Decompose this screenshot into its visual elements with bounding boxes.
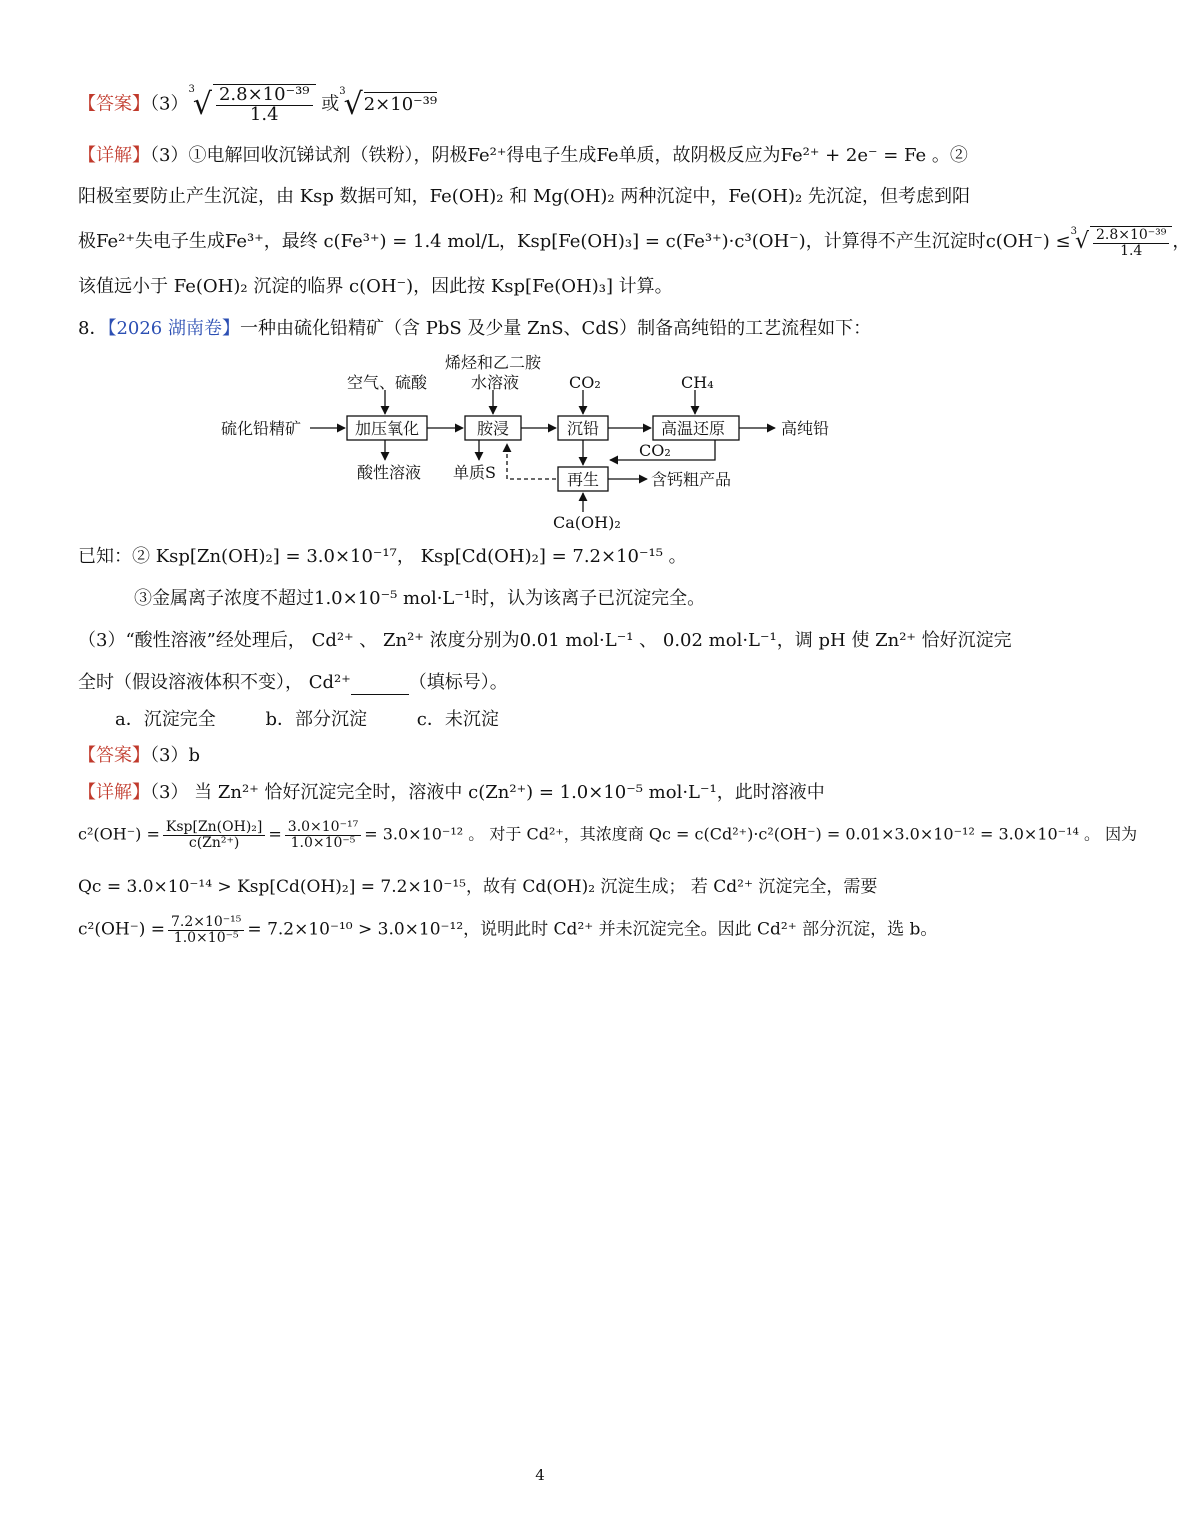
detail-text-1: （3）①电解回收沉锑试剂（铁粉），阴极Fe²⁺得电子生成Fe单质，故阴极反应为Fe²⁺ + 2e⁻ = Fe 。② [150, 145, 968, 166]
input-calcium-hydroxide: Ca(OH)₂ [553, 513, 621, 532]
detail-text-2: = 3.0×10⁻¹² 。 对于 Cd²⁺，其浓度商 Qc = c(Cd²⁺)·c²(OH⁻) = 0.01×3.0×10⁻¹² = 3.0×10⁻¹⁴ 。 因为 [364, 824, 1138, 844]
known-2: ② Ksp[Zn(OH)₂] = 3.0×10⁻¹⁷， Ksp[Cd(OH)₂] = 7.2×10⁻¹⁵ 。 [132, 546, 687, 567]
q8-detail-line3: Qc = 3.0×10⁻¹⁴ > Ksp[Cd(OH)₂] = 7.2×10⁻¹⁵，故有 Cd(OH)₂ 沉淀生成； 若 Cd²⁺ 沉淀完全，需要 [78, 877, 878, 897]
detail-text-4: = 7.2×10⁻¹⁰ > 3.0×10⁻¹²，说明此时 Cd²⁺ 并未沉淀完全。因此 Cd²⁺ 部分沉淀，选 b。 [247, 919, 938, 940]
q3-line1: （3）“酸性溶液”经处理后， Cd²⁺ 、 Zn²⁺ 浓度分别为0.01 mol·L⁻¹ 、 0.02 mol·L⁻¹，调 pH 使 Zn²⁺ 恰好沉淀完 [78, 630, 1012, 651]
q8-answer-line [78, 745, 200, 768]
input-air-acid: 空气、硫酸 [347, 373, 428, 392]
option-c: c．未沉淀 [416, 709, 499, 730]
cube-root-alt: 3 √ 2×10⁻³⁹ [339, 85, 438, 122]
question-stem: 一种由硫化铅精矿（含 PbS 及少量 ZnS、CdS）制备高纯铅的工艺流程如下： [239, 318, 872, 339]
q3-line2 [78, 672, 508, 695]
q7-detail-line2: 阳极室要防止产生沉淀，由 Ksp 数据可知，Fe(OH)₂ 和 Mg(OH)₂ 两种沉淀中，Fe(OH)₂ 先沉淀，但考虑到阳 [78, 186, 970, 207]
process-flow-diagram [215, 350, 845, 538]
frac-denominator: 1.4 [1120, 242, 1143, 259]
q8-stem-line [78, 318, 871, 341]
step-lead-precipitation: 沉铅 [567, 419, 600, 438]
detail-text-1: （3） 当 Zn²⁺ 恰好沉淀完全时，溶液中 c(Zn²⁺) = 1.0×10⁻⁵ mol·L⁻¹，此时溶液中 [150, 782, 825, 803]
cube-root-small: 3 √ $\frac{\text{2.8×10⁻³⁹}}{1.4}$ [1071, 226, 1173, 258]
frac-numerator: 2.8×10⁻³⁹ [216, 86, 313, 106]
frac-numerator: 3.0×10⁻¹⁷ [285, 820, 361, 836]
step-high-temp-reduction: 高温还原 [661, 419, 726, 438]
q3-text-a: 全时（假设溶液体积不变）， Cd²⁺ [78, 672, 351, 693]
frac-denominator: 1.0×10⁻⁵ [173, 929, 239, 946]
frac-numerator: 7.2×10⁻¹⁵ [168, 915, 244, 931]
frac-numerator: 2.8×10⁻³⁹ [1093, 228, 1169, 244]
question-number: 8． [78, 318, 108, 339]
frac-denominator: 1.0×10⁻⁵ [290, 834, 356, 851]
q3-text-b: （填标号）。 [408, 672, 508, 693]
detail-lhs: c²(OH⁻) = [78, 824, 160, 844]
feed-ore: 硫化铅精矿 [221, 419, 302, 438]
q8-detail-line1 [78, 782, 825, 805]
answer-or: 或 [321, 93, 340, 115]
detail-tag: 【详解】 [78, 145, 150, 166]
q7-detail-line1 [78, 145, 968, 168]
known-line-3: ③金属离子浓度不超过1.0×10⁻⁵ mol·L⁻¹时，认为该离子已沉淀完全。 [134, 588, 706, 609]
q7-answer-line [78, 84, 437, 125]
answer-number: （3） [150, 93, 189, 115]
answer-alt: 2×10⁻³⁹ [363, 94, 438, 116]
output-calcium-product: 含钙粗产品 [651, 470, 732, 489]
answer-value: （3）b [150, 745, 200, 766]
detail-text-3a: 极Fe²⁺失电子生成Fe³⁺，最终 c(Fe³⁺) = 1.4 mol/L，Ksp[Fe(OH)₃] = c(Fe³⁺)·c³(OH⁻)，计算得不产生沉淀时c(OH⁻) ≤ [78, 231, 1071, 253]
known-line-2 [78, 546, 687, 569]
step-regeneration: 再生 [567, 470, 600, 489]
options-line [115, 709, 543, 732]
step-pressure-oxidation: 加压氧化 [355, 419, 420, 438]
answer-blank [351, 678, 409, 695]
detail-tag: 【详解】 [78, 782, 150, 803]
q8-detail-line4 [78, 915, 937, 945]
q8-detail-line2: c²(OH⁻) = $\frac{\text{Ksp[Zn(OH)₂]}}{\text{c(Zn²⁺)}}$ = $\frac{\text{3.0×10⁻¹⁷}}{\text{1.0×10⁻⁵}}$ = 3.0×10⁻¹² 。 对于 Cd²⁺，其浓度商 Qc = c(Cd²⁺)·c²(OH⁻) = 0.01×3.0×10⁻¹² = 3.0×10⁻¹⁴ 。 因为 [78, 819, 1138, 851]
option-a: a．沉淀完全 [115, 709, 216, 730]
output-sulfur: 单质S [453, 463, 496, 482]
input-co2: CO₂ [569, 373, 601, 392]
input-amine-2: 水溶液 [471, 373, 520, 392]
step-amine-leach: 胺浸 [477, 419, 510, 438]
q7-detail-line4: 该值远小于 Fe(OH)₂ 沉淀的临界 c(OH⁻)，因此按 Ksp[Fe(OH)₃] 计算。 [78, 276, 673, 297]
page-number: 4 [535, 1466, 545, 1484]
q7-detail-line3 [78, 226, 1190, 258]
known-label: 已知： [78, 546, 132, 567]
answer-tag: 【答案】 [78, 93, 150, 115]
answer-tag: 【答案】 [78, 745, 150, 766]
loop-co2: CO₂ [639, 441, 671, 460]
detail-text-3b: ， [1172, 231, 1190, 253]
frac-numerator: Ksp[Zn(OH)₂] [163, 820, 266, 836]
question-source: 【2026 湖南卷】 [107, 318, 240, 339]
option-b: b．部分沉淀 [265, 709, 367, 730]
output-acid-solution: 酸性溶液 [357, 463, 422, 482]
product-pure-lead: 高纯铅 [781, 419, 830, 438]
cube-root-fraction: 3 √ $\frac{\text{2.8×10⁻³⁹}}{1.4}$ [188, 84, 315, 125]
frac-denominator: 1.4 [249, 103, 279, 125]
input-amine-1: 烯烃和乙二胺 [445, 353, 542, 372]
frac-denominator: c(Zn²⁺) [188, 834, 240, 851]
input-ch4: CH₄ [681, 373, 714, 392]
detail-lhs: c²(OH⁻) = [78, 919, 165, 940]
